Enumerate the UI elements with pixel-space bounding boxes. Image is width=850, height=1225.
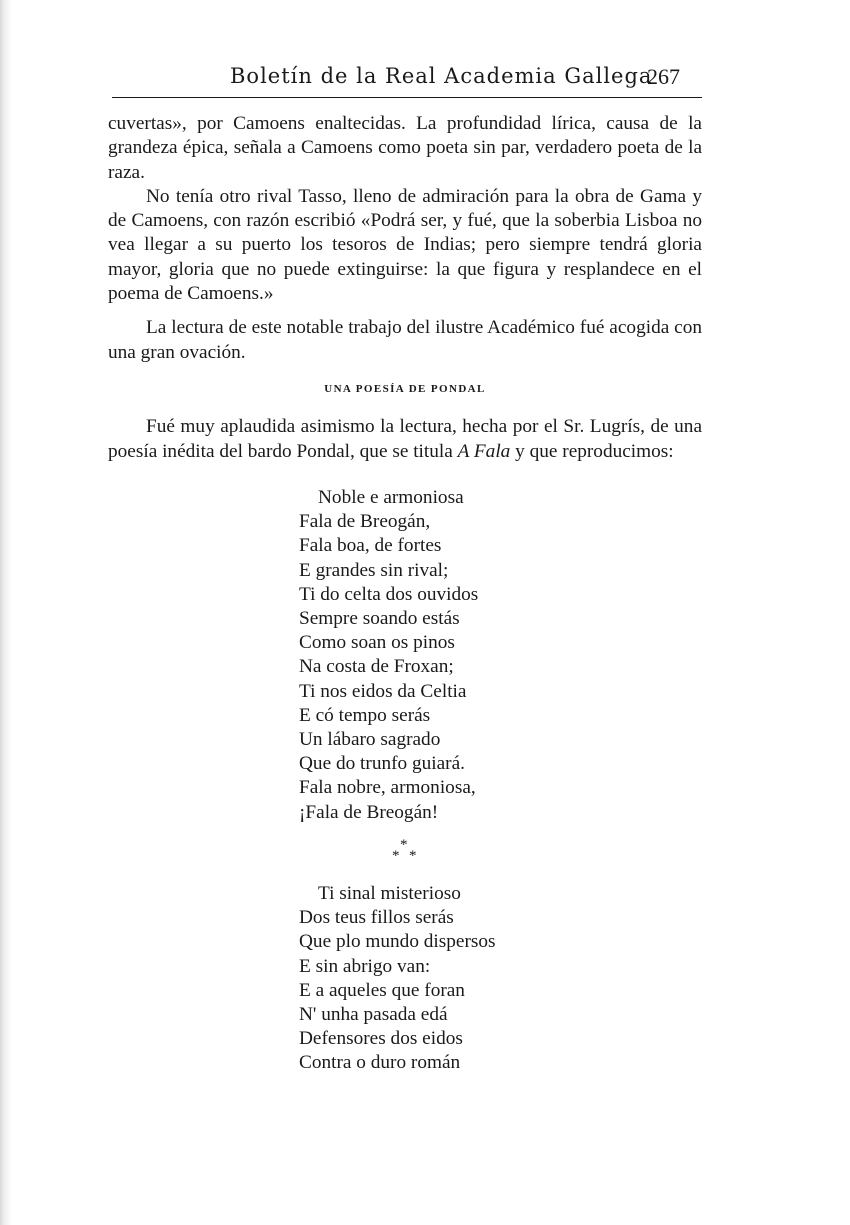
poem-line: N' unha pasada edá	[299, 1004, 448, 1026]
poem-line: Fala nobre, armoniosa,	[299, 777, 476, 799]
poem-stanza-2	[299, 882, 599, 1076]
poem-line: ¡Fala de Breogán!	[299, 801, 439, 823]
poem-line: Dos teus fillos serás	[299, 907, 454, 929]
separator-star: *	[392, 848, 400, 864]
poem-line: Ti sinal misterioso	[318, 883, 461, 904]
separator-star: *	[400, 837, 408, 853]
page-edge	[0, 0, 12, 1225]
poem-line: Ti nos eidos da Celtia	[299, 680, 467, 702]
poem-line: Sempre soando estás	[299, 608, 460, 630]
poem-line: Como soan os pinos	[299, 632, 455, 654]
body-text	[108, 112, 702, 464]
intro-paragraph	[108, 415, 702, 464]
poem-line: Contra o duro román	[299, 1052, 461, 1074]
poem-line: Noble e armoniosa	[318, 487, 464, 508]
paragraph: La lectura de este notable trabajo del ilustre Académico fué acogida con una gran ovación.	[108, 317, 702, 363]
page-header	[112, 60, 702, 98]
poem-line: Defensores dos eidos	[299, 1028, 463, 1050]
poem-line: Un lábaro sagrado	[299, 729, 441, 751]
poem-stanza-1	[299, 486, 599, 825]
poem-title: A Fala	[457, 440, 511, 462]
stanza-separator	[386, 838, 426, 868]
page-number: 267	[647, 64, 680, 89]
paragraph: cuvertas», por Camoens enaltecidas. La profundidad lírica, causa de la grandeza épica, señala a Camoens como poeta sin par, verdadero poeta de la raza.	[108, 113, 702, 183]
paragraph: No tenía otro rival Tasso, lleno de admiración para la obra de Gama y de Camoens, con razón escribió «Podrá ser, y fué, que la soberbia Lisboa no vea llegar a su puerto los tesoros de Indias; pero siempre tendrá gloria mayor, gloria que no puede extinguirse: la que figura y resplandece en el poema de Camoens.»	[108, 185, 702, 305]
poem-line: Ti do celta dos ouvidos	[299, 583, 479, 605]
poem-line: E a aqueles que foran	[299, 979, 465, 1001]
running-title: Boletín de la Real Academia Gallega	[230, 64, 653, 88]
poem-line: Que do trunfo guiará.	[299, 753, 465, 775]
section-heading: UNA POESÍA DE PONDAL	[324, 382, 486, 395]
poem-line: Na costa de Froxan;	[299, 656, 454, 678]
poem-line: Fala boa, de fortes	[299, 535, 442, 557]
poem-line: E sin abrigo van:	[299, 955, 431, 977]
poem-line: Fala de Breogán,	[299, 511, 431, 533]
poem-line: Que plo mundo dispersos	[299, 931, 496, 953]
separator-star: *	[409, 848, 417, 864]
poem-line: E grandes sin rival;	[299, 559, 449, 581]
poem-line: E có tempo serás	[299, 704, 431, 726]
intro-text: Fué muy aplaudida asimismo la lectura, hecha por el Sr. Lugrís, de una poesía inédita del bardo Pondal, que se titula	[108, 416, 702, 462]
intro-text-end: y que reproducimos:	[510, 440, 674, 462]
header-rule	[112, 97, 702, 98]
